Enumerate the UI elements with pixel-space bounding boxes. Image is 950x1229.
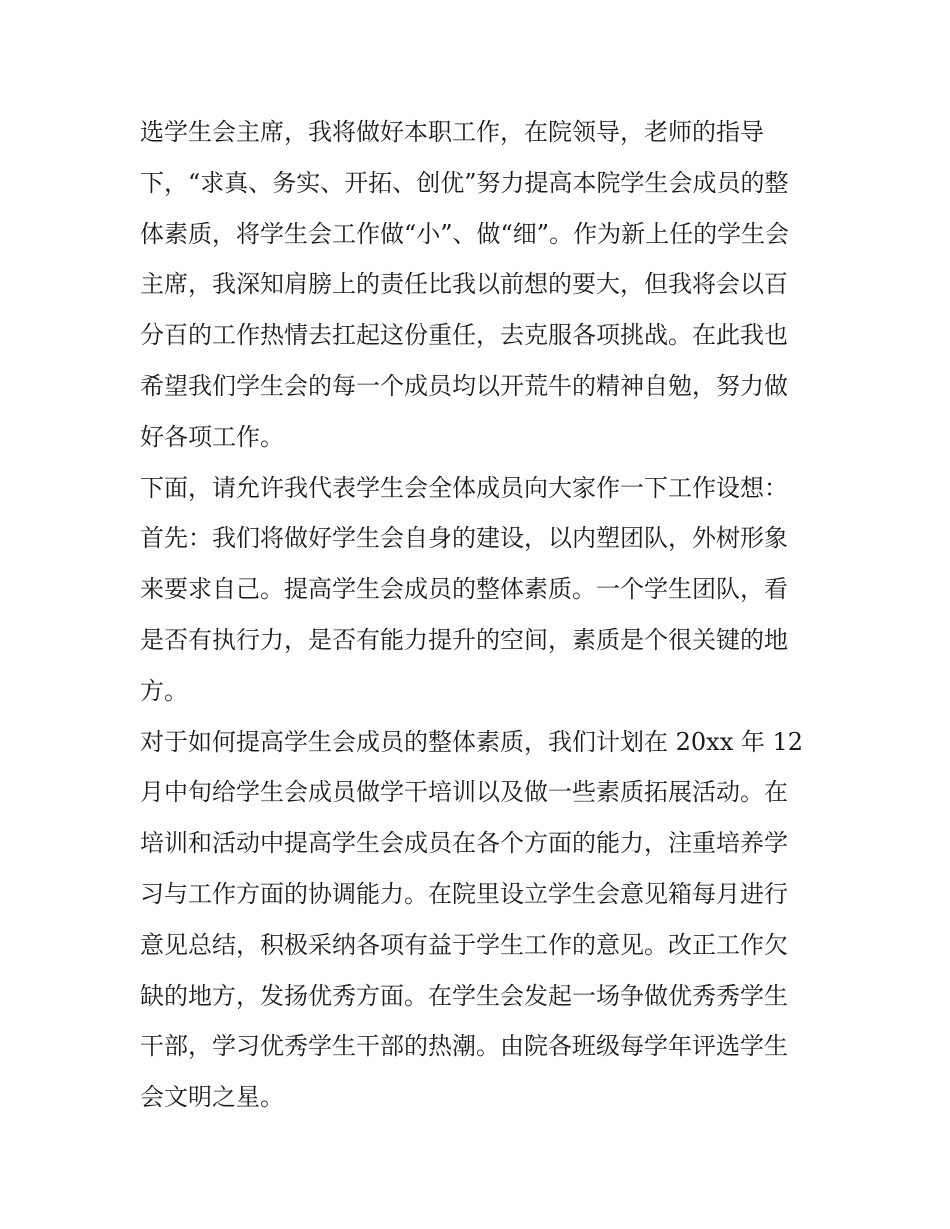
text-line: 培训和活动中提高学生会成员在各个方面的能力，注重培养学: [140, 829, 788, 858]
text-line: 希望我们学生会的每一个成员均以开荒牛的精神自勉，努力做: [140, 371, 788, 400]
text-line: 好各项工作。: [140, 422, 284, 451]
text-line: 主席，我深知肩膀上的责任比我以前想的要大，但我将会以百: [140, 270, 788, 299]
text-line: 分百的工作热情去扛起这份重任，去克服各项挑战。在此我也: [140, 321, 788, 350]
text-line: 下，“求真、务实、开拓、创优”努力提高本院学生会成员的整: [140, 168, 789, 197]
text-line: 意见总结，积极采纳各项有益于学生工作的意见。改正工作欠: [140, 930, 788, 959]
text-line: 干部，学习优秀学生干部的热潮。由院各班级每学年评选学生: [140, 1032, 788, 1061]
text-line: 对于如何提高学生会成员的整体素质，我们计划在 20xx 年 12: [140, 727, 804, 756]
text-line: 来要求自己。提高学生会成员的整体素质。一个学生团队，看: [140, 575, 788, 604]
text-line: 会文明之星。: [140, 1083, 284, 1112]
text-line: 下面，请允许我代表学生会全体成员向大家作一下工作设想：: [140, 473, 788, 502]
text-line: 方。: [140, 676, 188, 705]
text-line: 习与工作方面的协调能力。在院里设立学生会意见箱每月进行: [140, 879, 788, 908]
text-line: 首先：我们将做好学生会自身的建设，以内塑团队，外树形象: [140, 524, 788, 553]
text-line: 缺的地方，发扬优秀方面。在学生会发起一场争做优秀秀学生: [140, 981, 788, 1010]
body-text: [140, 107, 820, 1123]
text-line: 选学生会主席，我将做好本职工作，在院领导，老师的指导: [140, 118, 764, 146]
text-line: 月中旬给学生会成员做学干培训以及做一些素质拓展活动。在: [140, 778, 788, 807]
text-line: 体素质，将学生会工作做“小”、做“细”。作为新上任的学生会: [140, 219, 790, 248]
text-line: 是否有执行力，是否有能力提升的空间，素质是个很关键的地: [140, 625, 788, 654]
